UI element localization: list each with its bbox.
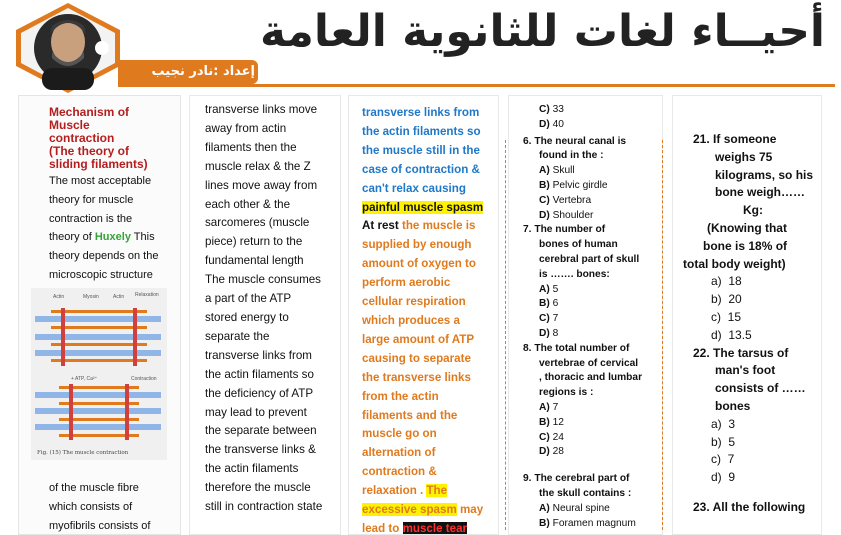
text-line: lead to muscle tear xyxy=(362,521,468,535)
text-line: amount of oxygen to xyxy=(362,257,477,271)
answer-option: B) Foramen magnum xyxy=(539,517,636,529)
text-line: which consists of xyxy=(49,500,133,513)
text-line: fundamental length xyxy=(205,254,304,268)
text-line: separate the xyxy=(205,329,270,343)
text-line: which produces a xyxy=(362,313,460,327)
text-line: transverse links move xyxy=(205,103,318,116)
question-7: 7. The number of bones of human cerebral part of skull is ……. bones: A) 5 B) 6 C) 7 D) 8 xyxy=(523,223,642,341)
text-line: At rest the muscle is xyxy=(362,219,476,233)
figure-label: Myosin xyxy=(83,294,99,300)
question-21: 21. If someone weighs 75 kilograms, so his bone weigh…… Kg: (Knowing that bone is 18% of total body weight) a) 18 b) 20 c) 15 d) 13.5 xyxy=(673,131,822,345)
answer-option: d) 13.5 xyxy=(711,327,752,342)
text-line: sarcomeres (muscle xyxy=(205,216,310,230)
figure-caption: Fig. (15) The muscle contraction xyxy=(37,450,129,456)
answer-option: C) 24 xyxy=(539,431,564,443)
answer-option: C) 7 xyxy=(539,313,559,325)
answer-option: a) 3 xyxy=(711,416,736,431)
text-line: away from actin xyxy=(205,121,287,135)
text-line: a part of the ATP xyxy=(205,292,292,306)
text-line: case of contraction & xyxy=(362,162,480,176)
column-relaxation-text xyxy=(189,95,341,535)
text-line: filaments and the xyxy=(362,408,458,422)
text-line: the actin filaments xyxy=(205,462,299,476)
highlight-the: The xyxy=(426,484,448,498)
text-line: muscle go on xyxy=(362,427,437,441)
text-line: supplied by enough xyxy=(362,238,472,252)
section-heading: Mechanism of Muscle contraction (The theory of sliding filaments) xyxy=(49,105,148,171)
answer-option: c) 15 xyxy=(711,309,742,324)
figure-label: + ATP, Ca²⁺ xyxy=(71,376,98,382)
text-line: from the actin xyxy=(362,389,439,403)
text-line: the muscle still in the xyxy=(362,143,480,157)
text-line: causing to separate xyxy=(362,351,471,365)
portrait-badge xyxy=(12,2,124,94)
text-line: theory for muscle xyxy=(49,193,134,206)
column-divider xyxy=(662,140,663,530)
text-line: may lead to prevent xyxy=(205,405,307,419)
text-line: the deficiency of ATP xyxy=(205,386,314,400)
text-line: contraction is the xyxy=(49,212,133,225)
answer-option: D) 28 xyxy=(539,446,564,458)
figure-label: Actin xyxy=(113,294,125,300)
text-line: the transverse links & xyxy=(205,443,316,457)
text-line: alternation of xyxy=(362,446,436,460)
column-mechanism xyxy=(18,95,181,535)
contracted-sarcomere-diagram xyxy=(35,384,161,440)
text-line: myofibrils consists of xyxy=(49,519,151,532)
highlight-excessive-spasm: excessive spasm xyxy=(362,503,457,517)
text-line: contraction & xyxy=(362,465,437,479)
text-line: still in contraction state xyxy=(205,500,323,514)
answer-option: A) 7 xyxy=(539,401,559,413)
text-line: piece) return to the xyxy=(205,235,303,249)
answer-option: A) 5 xyxy=(539,283,559,295)
answer-option: b) 20 xyxy=(711,292,742,307)
text-line: cellular respiration xyxy=(362,295,466,309)
author-underline xyxy=(118,84,835,87)
column-divider xyxy=(505,140,506,530)
answer-option: a) 18 xyxy=(711,274,742,289)
text-line: the transverse links xyxy=(362,370,471,384)
text-line: theory depends on the xyxy=(49,250,159,263)
answer-option: D) 8 xyxy=(539,327,559,339)
figure-label: Actin xyxy=(53,294,65,300)
column-mcq-skull xyxy=(508,95,663,535)
header-title: أحيــاء لغات للثانوية العامة xyxy=(259,6,825,57)
muscle-contraction-figure xyxy=(31,288,167,460)
huxely-name: Huxely xyxy=(94,231,131,244)
figure-label: Contraction xyxy=(131,376,157,382)
text-line: perform aerobic xyxy=(362,276,451,290)
text-line: transverse links from xyxy=(205,348,312,362)
text-line: muscle relax & the Z xyxy=(205,159,311,173)
answer-option: B) Pelvic girdle xyxy=(539,179,608,191)
question-23: 23. All the following xyxy=(693,499,806,514)
text-line xyxy=(362,199,483,218)
text-line: The most acceptable xyxy=(49,175,152,187)
answer-option: C) 33 xyxy=(539,104,564,115)
text-line: microscopic structure xyxy=(49,268,153,281)
text-line: therefore the muscle xyxy=(205,481,311,495)
text-line: the actin filaments so xyxy=(205,367,314,381)
answer-option: B) 12 xyxy=(539,416,564,428)
answer-option: D) Shoulder xyxy=(539,209,594,221)
text-line: each other & the xyxy=(205,197,291,211)
column-muscle-spasm xyxy=(348,95,499,535)
text-line: of the muscle fibre xyxy=(49,482,139,494)
answer-option: C) Vertebra xyxy=(539,194,592,206)
text-line: stored energy to xyxy=(205,310,289,324)
answer-option: A) Neural spine xyxy=(539,502,610,514)
text-line: lines move away from xyxy=(205,178,318,192)
text-line: transverse links from xyxy=(362,106,480,119)
text-line: theory of Huxely This xyxy=(49,231,155,244)
author-label: إعداد :نادر نجيب xyxy=(151,64,255,79)
column-mcq-bones xyxy=(672,95,822,535)
question-8: 8. The total number of vertebrae of cervical , thoracic and lumbar regions is : A) 7 B) 12 C) 24 D) 28 xyxy=(523,342,642,460)
text-line: The muscle consumes xyxy=(205,273,321,287)
figure-label: Relaxation xyxy=(135,292,159,298)
highlight-muscle-tear: muscle tear xyxy=(402,521,468,535)
question-6: 6. The neural canal is found in the : A) Skull B) Pelvic girdle C) Vertebra D) Shoulder xyxy=(523,135,642,224)
text-line: can't relax causing xyxy=(362,181,466,195)
text-line: the separate between xyxy=(205,424,317,438)
answer-option: b) 5 xyxy=(711,434,736,449)
text-line: large amount of ATP xyxy=(362,332,475,346)
text-line: filaments then the xyxy=(205,140,297,154)
answer-option: D) 40 xyxy=(539,118,564,130)
question-9: 9. The cerebral part of the skull contains : A) Neural spine B) Foramen magnum xyxy=(523,472,642,531)
relaxed-sarcomere-diagram xyxy=(35,308,161,366)
text-line: the actin filaments so xyxy=(362,124,481,138)
answer-option: c) 7 xyxy=(711,452,735,467)
answer-option: B) 6 xyxy=(539,298,559,310)
text-line: excessive spasm may xyxy=(362,503,484,517)
answer-option: A) Skull xyxy=(539,165,575,177)
answer-option: d) 9 xyxy=(711,470,736,485)
question-22: 22. The tarsus of man's foot consists of …… bones a) 3 b) 5 c) 7 d) 9 xyxy=(673,345,822,487)
text-line: relaxation . The xyxy=(362,484,448,498)
highlight-painful-spasm: painful muscle spasm xyxy=(362,200,484,214)
